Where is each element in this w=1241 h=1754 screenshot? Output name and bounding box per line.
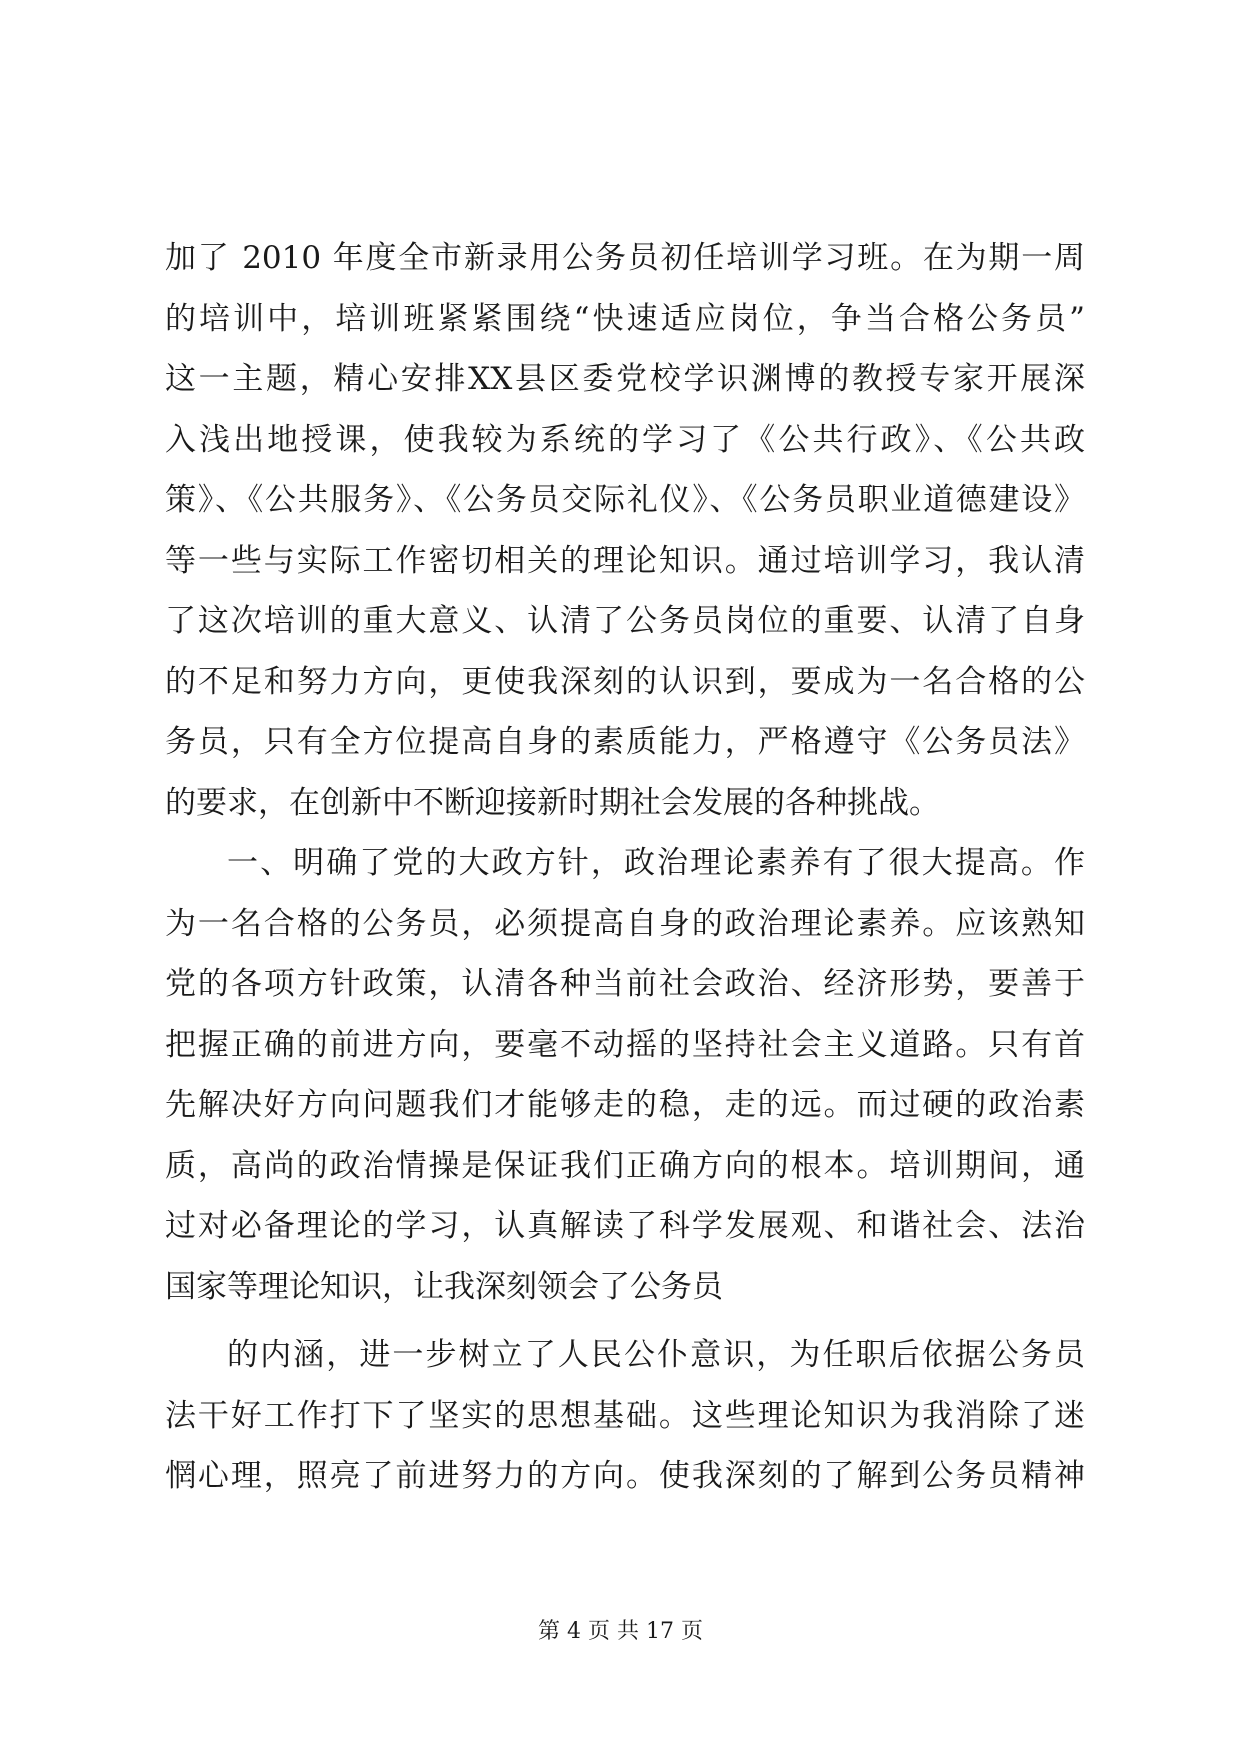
paragraph-line: 法干好工作打下了坚实的思想基础。这些理论知识为我消除了迷 bbox=[165, 1397, 1085, 1434]
paragraph-1 bbox=[165, 228, 1085, 833]
paragraph-line: 的要求，在创新中不断迎接新时期社会发展的各种挑战。 bbox=[165, 784, 940, 821]
paragraph-line: 的不足和努力方向，更使我深刻的认识到，要成为一名合格的公 bbox=[165, 663, 1085, 700]
paragraph-line: 等一些与实际工作密切相关的理论知识。通过培训学习，我认清 bbox=[165, 542, 1085, 579]
paragraph-line: 惘心理，照亮了前进努力的方向。使我深刻的了解到公务员精神 bbox=[165, 1458, 1085, 1494]
paragraph-line: 质，高尚的政治情操是保证我们正确方向的根本。培训期间，通 bbox=[165, 1147, 1085, 1184]
paragraph-line: 先解决好方向问题我们才能够走的稳，走的远。而过硬的政治素 bbox=[165, 1087, 1085, 1123]
paragraph-line: 的内涵，进一步树立了人民公仆意识，为任职后依据公务员 bbox=[227, 1337, 1085, 1373]
paragraph-2 bbox=[165, 833, 1085, 1317]
paragraph-line: 的培训中，培训班紧紧围绕“快速适应岗位，争当合格公务员” bbox=[165, 300, 1085, 337]
paragraph-line: 这一主题，精心安排XX县区委党校学识渊博的教授专家开展深 bbox=[165, 361, 1085, 397]
paragraph-line: 策》、《公共服务》、《公务员交际礼仪》、《公务员职业道德建设》 bbox=[165, 482, 1085, 518]
paragraph-line: 国家等理论知识，让我深刻领会了公务员 bbox=[165, 1268, 723, 1305]
document-body bbox=[165, 228, 1085, 1507]
paragraph-line: 党的各项方针政策，认清各种当前社会政治、经济形势，要善于 bbox=[165, 966, 1085, 1002]
paragraph-line: 务员，只有全方位提高自身的素质能力，严格遵守《公务员法》 bbox=[165, 724, 1085, 760]
paragraph-3 bbox=[165, 1325, 1085, 1507]
paragraph-line: 把握正确的前进方向，要毫不动摇的坚持社会主义道路。只有首 bbox=[165, 1026, 1085, 1063]
paragraph-line: 一、明确了党的大政方针，政治理论素养有了很大提高。作 bbox=[227, 845, 1085, 881]
page-number-footer: 第 4 页 共 17 页 bbox=[538, 1619, 703, 1644]
paragraph-line: 加了 2010 年度全市新录用公务员初任培训学习班。在为期一周 bbox=[165, 240, 1085, 276]
paragraph-line: 为一名合格的公务员，必须提高自身的政治理论素养。应该熟知 bbox=[165, 905, 1085, 942]
paragraph-line: 了这次培训的重大意义、认清了公务员岗位的重要、认清了自身 bbox=[165, 603, 1085, 639]
paragraph-line: 入浅出地授课，使我较为系统的学习了《公共行政》、《公共政 bbox=[165, 421, 1085, 458]
paragraph-gap bbox=[165, 1317, 1085, 1325]
paragraph-line: 过对必备理论的学习，认真解读了科学发展观、和谐社会、法治 bbox=[165, 1208, 1085, 1244]
